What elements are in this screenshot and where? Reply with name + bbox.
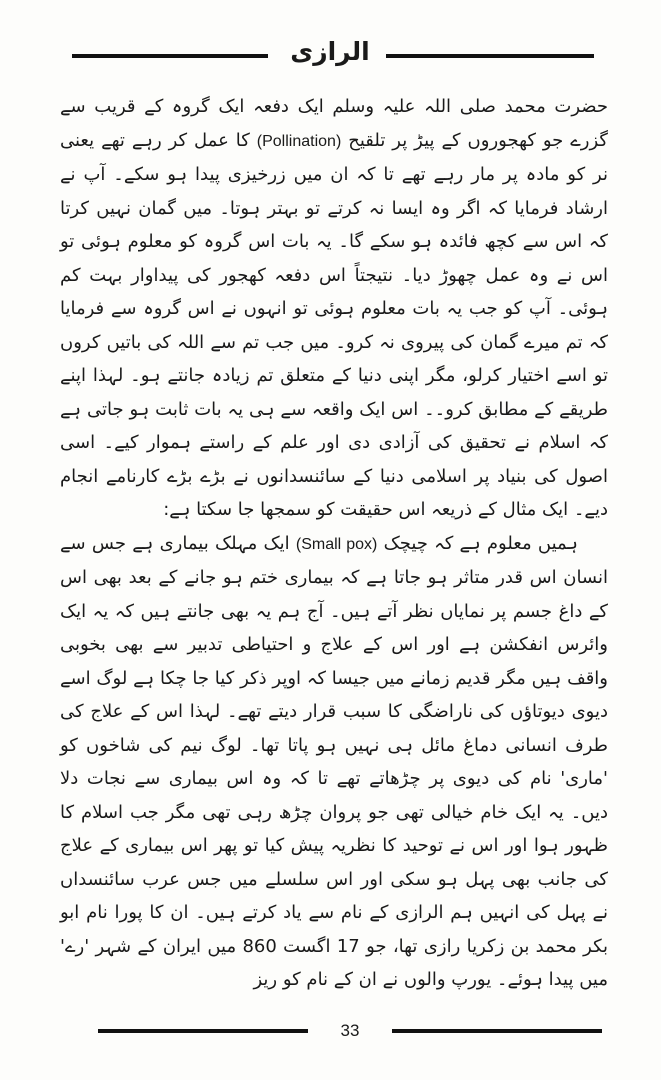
header-rule-right <box>386 54 594 58</box>
paragraph-1 <box>60 90 608 527</box>
paragraph-2-text-a: ہمیں معلوم ہے کہ چیچک <box>383 532 578 554</box>
page-footer <box>98 1016 602 1046</box>
footer-rule-right <box>392 1029 602 1033</box>
chapter-title: الرازی <box>290 37 370 66</box>
paragraph-1-text-b: کا عمل کر رہے تھے یعنی نر کو مادہ پر مار رہے تھے تا کہ ان میں زرخیزی پیدا ہو سکے۔ آپ نے ارشاد فرمایا کہ اگر وہ ایسا نہ کرتے تو بہتر ہوتا۔ میں گمان نہیں کرتا کہ اس سے کچھ فائدہ ہو سکے گا۔ یہ بات اس گروہ کو معلوم ہوئی تو اس نے وہ عمل چھوڑ دیا۔ نتیجتاً اس دفعہ کھجور کی پیداوار بہت کم ہوئی۔ آپ کو جب یہ بات معلوم ہوئی تو انہوں نے اس گروہ سے فرمایا کہ تم میرے گمان کی پیروی نہ کرو۔ میں جب تم سے اللہ کی باتیں کروں تو اسے اختیار کرلو، مگر اپنی دنیا کے متعلق تم زیادہ جانتے ہو۔ لہذا اپنے طریقے کے مطابق کرو۔۔ اس ایک واقعہ سے ہی یہ بات ثابت ہو جاتی ہے کہ اسلام نے تحقیق کی آزادی دی اور علم کے راستے ہموار کیے۔ اسی اصول کی بنیاد پر اسلامی دنیا کے سائنسدانوں نے بڑے بڑے کارنامے انجام دیے۔ ایک مثال کے ذریعہ اس حقیقت کو سمجھا جا سکتا ہے: <box>60 129 608 520</box>
body-text <box>60 90 608 997</box>
footer-rule-left <box>98 1029 308 1033</box>
paragraph-1-text-a: حضرت محمد صلی اللہ علیہ وسلم ایک دفعہ ایک گروہ کے قریب سے گزرے جو کھجوروں کے پیڑ پر تلقیح <box>60 96 608 151</box>
paragraph-2-text-b: ایک مہلک بیماری ہے جس سے انسان اس قدر متاثر ہو جاتا ہے کہ بیماری ختم ہو جانے کے بعد بھی اس کے داغ جسم پر نمایاں نظر آتے ہیں۔ آج ہم یہ بھی جانتے ہیں کہ یہ ایک وائرس انفکشن ہے اور اس کے علاج و احتیاطی تدبیر سے بھی بخوبی واقف ہیں مگر قدیم زمانے میں جیسا کہ اوپر ذکر کیا جا چکا ہے لوگ اسے دیوی دیوتاؤں کی ناراضگی کا سبب قرار دیتے تھے۔ لہذا اس کے علاج کی طرف انسانی دماغ مائل ہی نہیں ہو پاتا تھا۔ لوگ نیم کی شاخوں کو 'ماری' نام کی دیوی پر چڑھاتے تھے تا کہ وہ اس بیماری سے نجات دلا دیں۔ یہ ایک خام خیالی تھی جو پروان چڑھ رہی تھی مگر جب اسلام کا ظہور ہوا اور اس نے توحید کا نظریہ پیش کیا تو پھر اس بیماری کے علاج کی جانب بھی پہل ہو سکی اور اس سلسلے میں جس عرب سائنسداں نے پہل کی انہیں ہم الرازی کے نام سے یاد کرتے ہیں۔ ان کا پورا نام ابو بکر محمد بن زکریا رازی تھا، جو 17 اگست 860 میں ایران کے شہر 'رے' میں پیدا ہوئے۔ یورپ والوں نے ان کے نام کو ریز <box>60 532 609 990</box>
page-header <box>72 34 594 74</box>
header-rule-left <box>72 54 268 58</box>
smallpox-term: (Small pox) <box>295 535 378 553</box>
paragraph-2 <box>60 527 608 997</box>
pollination-term: (Pollination) <box>256 132 342 150</box>
page-number: 33 <box>340 1021 360 1040</box>
